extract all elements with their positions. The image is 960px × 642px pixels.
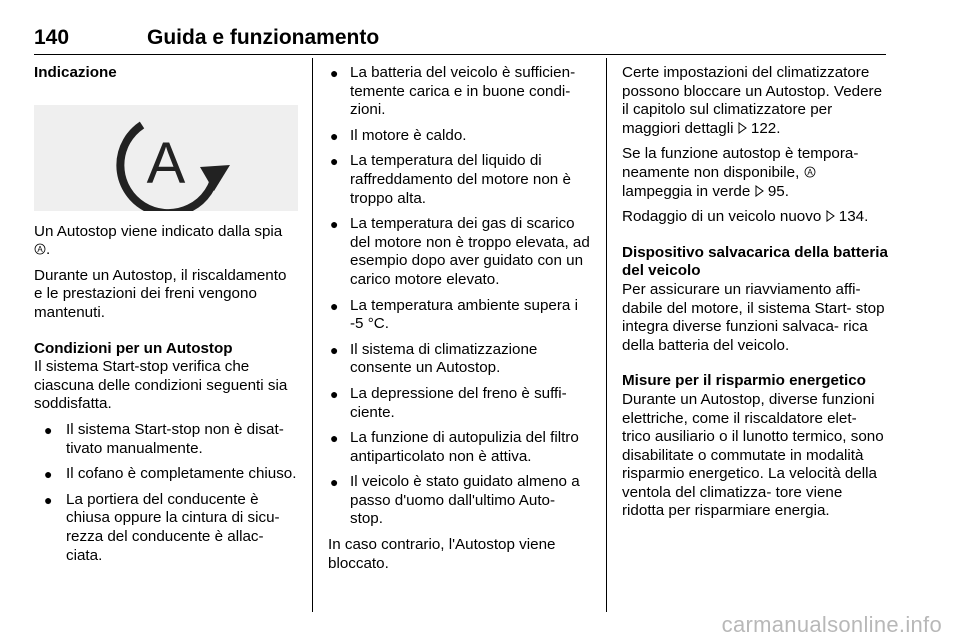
page-ref-arrow-icon <box>738 122 747 134</box>
energy-text: Durante un Autostop, diverse funzioni elettriche, come il riscaldatore elet- trico ausiliario o il lunotto termico, sono disabilitate o commutate in modalità risparmio energetico. La velocità della ventola del climatizza- tore viene ridotta per risparmiare energia. <box>622 390 884 520</box>
bullet-icon: ● <box>44 466 53 483</box>
bullet-icon: ● <box>330 297 339 314</box>
bullet-icon: ● <box>44 491 53 508</box>
autostop-A-circle-arrow-icon <box>34 105 298 211</box>
list-item: ● La temperatura del liquido di raffreddamento del motore non è troppo alta. <box>330 152 571 207</box>
bullet-icon: ● <box>330 153 339 170</box>
bullet-icon: ● <box>330 127 339 144</box>
page-header <box>34 20 886 55</box>
conditions-intro: Il sistema Start-stop verifica che ciascuna delle condizioni seguenti sia soddisfatta. <box>34 358 288 413</box>
watermark: carmanualsonline.info <box>721 612 942 637</box>
svg-text:A: A <box>146 130 186 196</box>
section-heading-conditions: Condizioni per un Autostop <box>34 339 233 357</box>
battery-text: Per assicurare un riavviamento affi- dabile del motore, il sistema Start- stop integra diverse funzioni salvaca- rica della batteria del veicolo. <box>622 280 885 354</box>
list-item: ● La depressione del freno è suffi- ciente. <box>330 384 567 421</box>
svg-text:A: A <box>37 245 43 255</box>
list-item: ● Il motore è caldo. <box>330 126 467 144</box>
section-heading-battery: Dispositivo salvacarica della batteria del veicolo <box>622 243 888 280</box>
section-heading-energy: Misure per il risparmio energetico <box>622 372 866 390</box>
list-item: ● La portiera del conducente è chiusa oppure la cintura di sicu- rezza del conducente è allac- ciata. <box>44 490 280 564</box>
bullet-icon: ● <box>330 216 339 233</box>
page-title: Guida e funzionamento <box>147 26 380 49</box>
page-number: 140 <box>34 26 70 49</box>
page-ref-arrow-icon <box>755 185 764 197</box>
list-item: ● Il cofano è completamente chiuso. <box>44 465 297 483</box>
list-item: ● Il sistema Start-stop non è disat- tivato manualmente. <box>44 420 284 457</box>
closing-text: In caso contrario, l'Autostop viene bloccato. <box>328 536 556 572</box>
column-middle <box>328 64 592 580</box>
bullet-icon: ● <box>330 341 339 358</box>
svg-text:A: A <box>806 167 813 177</box>
column-divider <box>312 58 313 612</box>
heating-text: Durante un Autostop, il riscaldamento e le prestazioni dei freni vengono mantenuti. <box>34 266 287 321</box>
bullet-icon: ● <box>330 65 339 81</box>
page-ref-arrow-icon <box>826 210 835 222</box>
autostop-illustration <box>34 105 298 211</box>
climate-text: Certe impostazioni del climatizzatore possono bloccare un Autostop. Vedere il capitolo sul climatizzatore per maggiori dettagli 122. <box>622 64 883 137</box>
bullet-icon: ● <box>330 385 339 402</box>
bullet-icon: ● <box>330 430 339 447</box>
list-item: ● La funzione di autopulizia del filtro antiparticolato non è attiva. <box>330 429 579 465</box>
breakin-text: Rodaggio di un veicolo nuovo 134. <box>622 208 869 226</box>
autostop-indicator-icon <box>804 166 816 178</box>
list-item: ● Il sistema di climatizzazione consente un Autostop. <box>330 340 538 377</box>
list-item: ● La temperatura ambiente supera i -5 °C. <box>330 296 578 333</box>
column-right <box>622 64 888 528</box>
unavailable-text: Se la funzione autostop è tempora- neamente non disponibile, A lampeggia in verde 95. <box>622 145 859 200</box>
bullet-icon: ● <box>330 474 339 491</box>
list-item: ● La batteria del veicolo è sufficien- temente carica e in buone condi- zioni. <box>330 64 576 119</box>
column-left <box>34 64 298 572</box>
section-heading-indication: Indicazione <box>34 64 117 81</box>
bullet-icon: ● <box>44 421 53 438</box>
list-item: ● Il veicolo è stato guidato almeno a passo d'uomo dall'ultimo Auto- stop. <box>330 473 580 528</box>
autostop-indicator-text: Un Autostop viene indicato dalla spia A . <box>34 222 283 259</box>
autostop-indicator-icon <box>34 243 46 255</box>
list-item: ● La temperatura dei gas di scarico del motore non è troppo elevata, ad esempio dopo aver guidato con un carico motore elevato. <box>330 215 590 288</box>
column-divider <box>606 58 607 612</box>
